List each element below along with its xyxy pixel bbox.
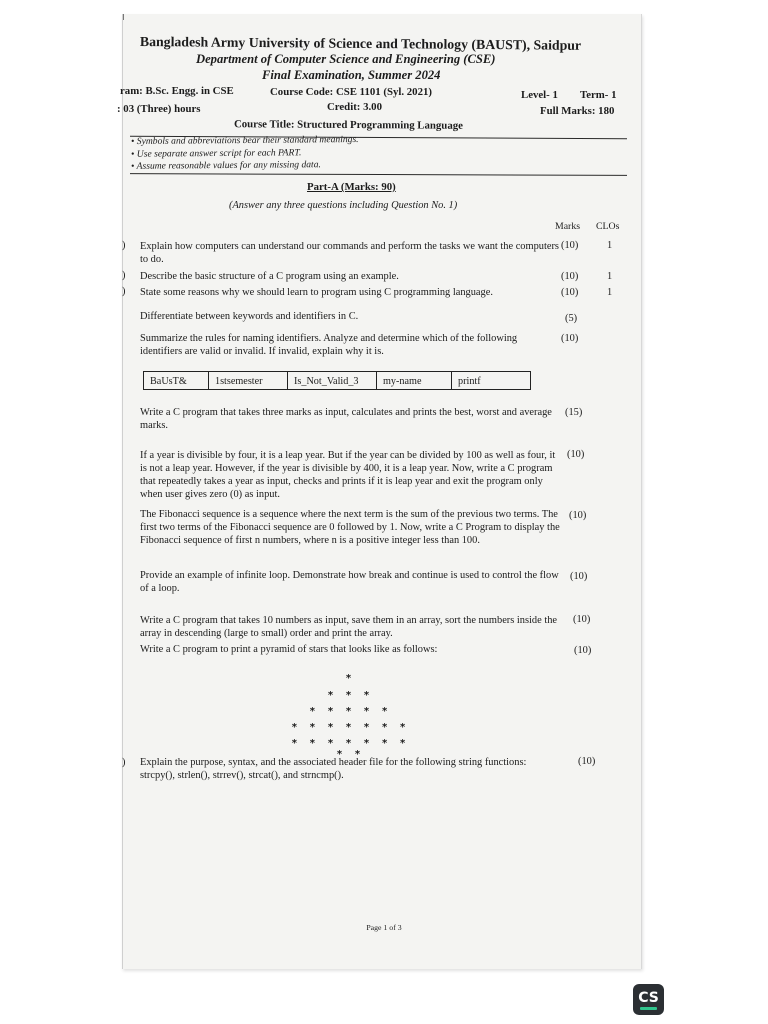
course-title: Course Title: Structured Programming Language [233, 118, 463, 132]
question-marks: (10) [567, 449, 585, 460]
question-text: The Fibonacci sequence is a sequence where the next term is the sum of the previous two terms. The first two terms of the Fibonacci sequence are 0 followed by 1. Now, write a C Program to display the Fibonacci sequence of first n numbers, where n is a positive integer less than 100. [140, 509, 560, 546]
question-text: Describe the basic structure of a C program using an example. [140, 271, 399, 282]
question-marks: (5) [565, 313, 578, 324]
part-title: Part-A (Marks: 90) [307, 181, 396, 193]
university-name: Bangladesh Army University of Science and Technology (BAUST), Saidpur [139, 34, 582, 53]
marks-column-header: Marks [555, 221, 581, 232]
instruction-item: • Assume reasonable values for any missing data. [130, 159, 321, 172]
question-text: Explain the purpose, syntax, and the associated header file for the following string functions: strcpy(), strlen(), strrev(), strcat(), and strncmp(). [140, 757, 527, 781]
instruction-item: • Symbols and abbreviations bear their standard meanings. [130, 134, 359, 147]
question-marks: (10) [561, 271, 579, 282]
identifier-cell: 1stsemester [209, 372, 288, 390]
course-code: Course Code: CSE 1101 (Syl. 2021) [270, 86, 432, 98]
question-text: If a year is divisible by four, it is a leap year. But if the year can be divided by 100 as well as four, it is not a leap year. However, if the year is divisible by 400, it is a leap year. Now, write a C program that repeatedly takes a year as input, checks and prints if it is leap year and exit the program only when user gives zero (0) as input. [140, 450, 556, 500]
page-number: Page 1 of 3 [366, 923, 402, 932]
pyramid-row: * * * [327, 690, 373, 701]
identifier-cell: my-name [377, 372, 452, 390]
level-label: Level- 1 [521, 89, 558, 101]
question-clo: 1 [607, 271, 613, 282]
term-label: Term- 1 [580, 89, 617, 101]
full-marks-label: Full Marks: 180 [540, 105, 615, 117]
pyramid-row: * * * * * * * * * [291, 738, 409, 760]
question-marker: ) [122, 286, 126, 297]
part-subtitle: (Answer any three questions including Question No. 1) [229, 200, 458, 211]
department-name: Department of Computer Science and Engineering (CSE) [196, 52, 496, 66]
question-text: Write a C program that takes three marks as input, calculates and prints the best, worst and average marks. [140, 407, 552, 431]
instruction-item: • Use separate answer script for each PART. [130, 147, 302, 160]
question-text: Write a C program that takes 10 numbers as input, save them in an array, sort the numbers inside the array in descending (large to small) order and print the array. [140, 615, 558, 639]
question-text: Differentiate between keywords and identifiers in C. [140, 311, 359, 322]
question-text: Summarize the rules for naming identifiers. Analyze and determine which of the following identifiers are valid or invalid. If invalid, explain why it is. [140, 333, 518, 357]
identifier-cell: Is_Not_Valid_3 [288, 372, 377, 390]
question-marks: (10) [561, 240, 579, 251]
pyramid-row: * [345, 673, 355, 684]
camscanner-badge [633, 984, 664, 1015]
question-marks: (10) [570, 571, 588, 582]
camscanner-accent-bar [640, 1007, 657, 1010]
question-marks: (15) [565, 407, 583, 418]
question-marks: (10) [561, 287, 579, 298]
program-label: ram: B.Sc. Engg. in CSE [120, 85, 234, 97]
exam-name: Final Examination, Summer 2024 [262, 68, 441, 82]
camscanner-logo-text: CS [638, 990, 659, 1006]
question-marks: (10) [574, 645, 592, 656]
identifier-cell: printf [452, 372, 531, 390]
question-text: Write a C program to print a pyramid of stars that looks like as follows: [140, 644, 438, 655]
question-marker: ) [122, 270, 126, 281]
scan-mark [123, 14, 124, 20]
question-marks: (10) [561, 333, 579, 344]
question-marker: ) [122, 240, 126, 251]
question-marks: (10) [569, 510, 587, 521]
identifiers-table [143, 371, 531, 390]
question-clo: 1 [607, 240, 613, 251]
pyramid-row: * * * * * * * [291, 722, 409, 733]
clos-column-header: CLOs [596, 221, 620, 232]
identifier-cell: BaUsT& [144, 372, 209, 390]
question-text: State some reasons why we should learn to program using C programming language. [140, 287, 493, 298]
duration-label: : 03 (Three) hours [117, 103, 201, 115]
pyramid-row: * * * * * [309, 706, 391, 717]
question-text: Provide an example of infinite loop. Demonstrate how break and continue is used to control the flow of a loop. [140, 570, 559, 594]
question-marks: (10) [578, 756, 596, 767]
question-marks: (10) [573, 614, 591, 625]
credit-label: Credit: 3.00 [327, 101, 382, 113]
question-text: Explain how computers can understand our commands and perform the tasks we want the computers to do. [140, 241, 559, 265]
question-marker: ) [122, 757, 126, 768]
question-clo: 1 [607, 287, 613, 298]
